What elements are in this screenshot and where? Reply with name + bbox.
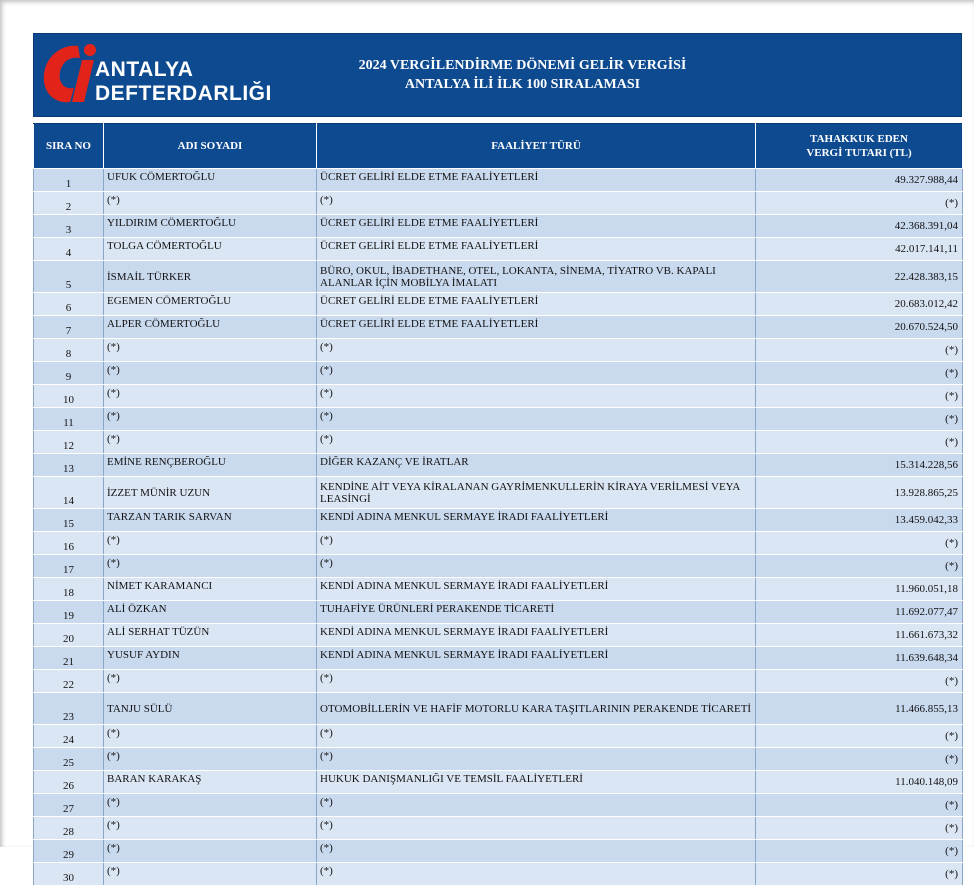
table-row [34, 215, 963, 238]
row-amount: (*) [756, 863, 963, 886]
row-name: ALİ ÖZKAN [104, 601, 317, 624]
row-name: (*) [104, 748, 317, 771]
row-name: (*) [104, 339, 317, 362]
row-number: 1 [34, 169, 104, 192]
row-name: (*) [104, 532, 317, 555]
row-name: ALPER CÖMERTOĞLU [104, 316, 317, 339]
row-amount: 13.928.865,25 [756, 477, 963, 509]
row-number: 13 [34, 454, 104, 477]
table-row [34, 725, 963, 748]
table-row [34, 454, 963, 477]
row-activity: ÜCRET GELİRİ ELDE ETME FAALİYETLERİ [317, 169, 756, 192]
row-number: 21 [34, 647, 104, 670]
row-amount: (*) [756, 794, 963, 817]
row-activity: KENDİ ADINA MENKUL SERMAYE İRADI FAALİYETLERİ [317, 578, 756, 601]
document-title [274, 56, 961, 94]
row-activity: ÜCRET GELİRİ ELDE ETME FAALİYETLERİ [317, 238, 756, 261]
table-row [34, 771, 963, 794]
row-name: (*) [104, 555, 317, 578]
row-name: (*) [104, 192, 317, 215]
table-row [34, 840, 963, 863]
row-number: 14 [34, 477, 104, 509]
defterdarlik-logo [40, 40, 280, 112]
table-row [34, 555, 963, 578]
row-activity: KENDİ ADINA MENKUL SERMAYE İRADI FAALİYETLERİ [317, 647, 756, 670]
row-amount: (*) [756, 670, 963, 693]
table-row [34, 748, 963, 771]
table-row [34, 532, 963, 555]
table-row [34, 509, 963, 532]
row-number: 19 [34, 601, 104, 624]
row-amount: (*) [756, 840, 963, 863]
row-number: 25 [34, 748, 104, 771]
row-activity: KENDİNE AİT VEYA KİRALANAN GAYRİMENKULLERİN KİRAYA VERİLMESİ VEYA LEASİNGİ [317, 477, 756, 509]
table-row [34, 817, 963, 840]
row-activity: ÜCRET GELİRİ ELDE ETME FAALİYETLERİ [317, 215, 756, 238]
row-activity: (*) [317, 748, 756, 771]
table-row [34, 431, 963, 454]
header-banner [33, 33, 962, 117]
row-name: TOLGA CÖMERTOĞLU [104, 238, 317, 261]
row-number: 20 [34, 624, 104, 647]
column-header-amount-line2: VERGİ TUTARI (TL) [806, 147, 912, 159]
row-amount: 20.683.012,42 [756, 293, 963, 316]
row-amount: (*) [756, 408, 963, 431]
row-amount: (*) [756, 192, 963, 215]
row-activity: (*) [317, 794, 756, 817]
table-row [34, 293, 963, 316]
row-amount: (*) [756, 339, 963, 362]
row-amount: (*) [756, 385, 963, 408]
row-activity: (*) [317, 725, 756, 748]
table-body [34, 169, 963, 886]
table-row [34, 601, 963, 624]
row-activity: (*) [317, 408, 756, 431]
column-header-name: ADI SOYADI [104, 124, 317, 169]
row-activity: KENDİ ADINA MENKUL SERMAYE İRADI FAALİYETLERİ [317, 624, 756, 647]
row-activity: (*) [317, 863, 756, 886]
row-amount: 13.459.042,33 [756, 509, 963, 532]
logo-emblem-icon [40, 40, 100, 112]
table-row [34, 169, 963, 192]
row-name: (*) [104, 362, 317, 385]
row-name: EMİNE RENÇBEROĞLU [104, 454, 317, 477]
row-amount: 15.314.228,56 [756, 454, 963, 477]
row-number: 22 [34, 670, 104, 693]
row-name: TANJU SÜLÜ [104, 693, 317, 725]
title-line1: 2024 VERGİLENDİRME DÖNEMİ GELİR VERGİSİ [358, 58, 687, 73]
row-name: (*) [104, 431, 317, 454]
row-activity: DİĞER KAZANÇ VE İRATLAR [317, 454, 756, 477]
row-number: 16 [34, 532, 104, 555]
row-activity: (*) [317, 840, 756, 863]
row-name: UFUK CÖMERTOĞLU [104, 169, 317, 192]
table-header-row [34, 124, 963, 169]
table-row [34, 477, 963, 509]
row-name: (*) [104, 794, 317, 817]
row-name: (*) [104, 408, 317, 431]
row-number: 12 [34, 431, 104, 454]
row-activity: (*) [317, 339, 756, 362]
column-header-activity: FAALİYET TÜRÜ [317, 124, 756, 169]
row-number: 17 [34, 555, 104, 578]
row-amount: 11.661.673,32 [756, 624, 963, 647]
row-amount: 42.017.141,11 [756, 238, 963, 261]
column-header-no: SIRA NO [34, 124, 104, 169]
row-number: 3 [34, 215, 104, 238]
table-row [34, 863, 963, 886]
row-amount: (*) [756, 817, 963, 840]
logo-text-line1: ANTALYA [95, 58, 194, 81]
row-number: 27 [34, 794, 104, 817]
row-name: EGEMEN CÖMERTOĞLU [104, 293, 317, 316]
row-amount: (*) [756, 725, 963, 748]
row-number: 28 [34, 817, 104, 840]
row-name: (*) [104, 670, 317, 693]
row-activity: (*) [317, 817, 756, 840]
row-activity: ÜCRET GELİRİ ELDE ETME FAALİYETLERİ [317, 293, 756, 316]
row-name: TARZAN TARIK SARVAN [104, 509, 317, 532]
row-name: NİMET KARAMANCI [104, 578, 317, 601]
row-amount: 11.639.648,34 [756, 647, 963, 670]
table-row [34, 578, 963, 601]
row-amount: (*) [756, 532, 963, 555]
row-number: 15 [34, 509, 104, 532]
row-activity: (*) [317, 555, 756, 578]
row-activity: (*) [317, 192, 756, 215]
row-name: (*) [104, 863, 317, 886]
row-number: 11 [34, 408, 104, 431]
row-name: YILDIRIM CÖMERTOĞLU [104, 215, 317, 238]
row-activity: (*) [317, 670, 756, 693]
table-row [34, 408, 963, 431]
logo-text-line2: DEFTERDARLIĞI [95, 82, 272, 105]
table-row [34, 693, 963, 725]
row-amount: 11.692.077,47 [756, 601, 963, 624]
row-amount: 20.670.524,50 [756, 316, 963, 339]
row-name: İSMAİL TÜRKER [104, 261, 317, 293]
row-number: 29 [34, 840, 104, 863]
row-number: 10 [34, 385, 104, 408]
ranking-table [33, 123, 963, 886]
row-number: 26 [34, 771, 104, 794]
row-number: 24 [34, 725, 104, 748]
row-name: YUSUF AYDIN [104, 647, 317, 670]
table-row [34, 624, 963, 647]
document [33, 33, 962, 886]
row-amount: (*) [756, 362, 963, 385]
row-name: BARAN KARAKAŞ [104, 771, 317, 794]
row-amount: 11.040.148,09 [756, 771, 963, 794]
row-activity: ÜCRET GELİRİ ELDE ETME FAALİYETLERİ [317, 316, 756, 339]
title-line2: ANTALYA İLİ İLK 100 SIRALAMASI [404, 77, 641, 92]
row-activity: (*) [317, 362, 756, 385]
row-amount: 11.466.855,13 [756, 693, 963, 725]
row-name: (*) [104, 385, 317, 408]
row-activity: OTOMOBİLLERİN VE HAFİF MOTORLU KARA TAŞITLARININ PERAKENDE TİCARETİ [317, 693, 756, 725]
row-activity: (*) [317, 385, 756, 408]
table-row [34, 316, 963, 339]
row-amount: (*) [756, 748, 963, 771]
row-amount: 42.368.391,04 [756, 215, 963, 238]
row-number: 30 [34, 863, 104, 886]
row-activity: (*) [317, 431, 756, 454]
row-name: ALİ SERHAT TÜZÜN [104, 624, 317, 647]
column-header-amount-line1: TAHAKKUK EDEN [810, 133, 908, 145]
row-amount: 49.327.988,44 [756, 169, 963, 192]
row-activity: TUHAFİYE ÜRÜNLERİ PERAKENDE TİCARETİ [317, 601, 756, 624]
table-row [34, 238, 963, 261]
row-number: 23 [34, 693, 104, 725]
row-name: (*) [104, 840, 317, 863]
row-number: 8 [34, 339, 104, 362]
row-number: 5 [34, 261, 104, 293]
row-amount: (*) [756, 555, 963, 578]
row-activity: HUKUK DANIŞMANLIĞI VE TEMSİL FAALİYETLERİ [317, 771, 756, 794]
table-row [34, 385, 963, 408]
row-number: 2 [34, 192, 104, 215]
column-header-amount [756, 124, 963, 169]
table-row [34, 339, 963, 362]
row-amount: 22.428.383,15 [756, 261, 963, 293]
table-row [34, 670, 963, 693]
row-name: (*) [104, 817, 317, 840]
table-row [34, 362, 963, 385]
row-activity: (*) [317, 532, 756, 555]
row-activity: KENDİ ADINA MENKUL SERMAYE İRADI FAALİYETLERİ [317, 509, 756, 532]
table-row [34, 794, 963, 817]
row-amount: (*) [756, 431, 963, 454]
row-number: 6 [34, 293, 104, 316]
row-amount: 11.960.051,18 [756, 578, 963, 601]
row-activity: BÜRO, OKUL, İBADETHANE, OTEL, LOKANTA, SİNEMA, TİYATRO VB. KAPALI ALANLAR İÇİN MOBİLYA İMALATI [317, 261, 756, 293]
row-name: İZZET MÜNİR UZUN [104, 477, 317, 509]
table-row [34, 261, 963, 293]
table-row [34, 647, 963, 670]
row-number: 7 [34, 316, 104, 339]
row-name: (*) [104, 725, 317, 748]
row-number: 18 [34, 578, 104, 601]
row-number: 4 [34, 238, 104, 261]
table-row [34, 192, 963, 215]
row-number: 9 [34, 362, 104, 385]
